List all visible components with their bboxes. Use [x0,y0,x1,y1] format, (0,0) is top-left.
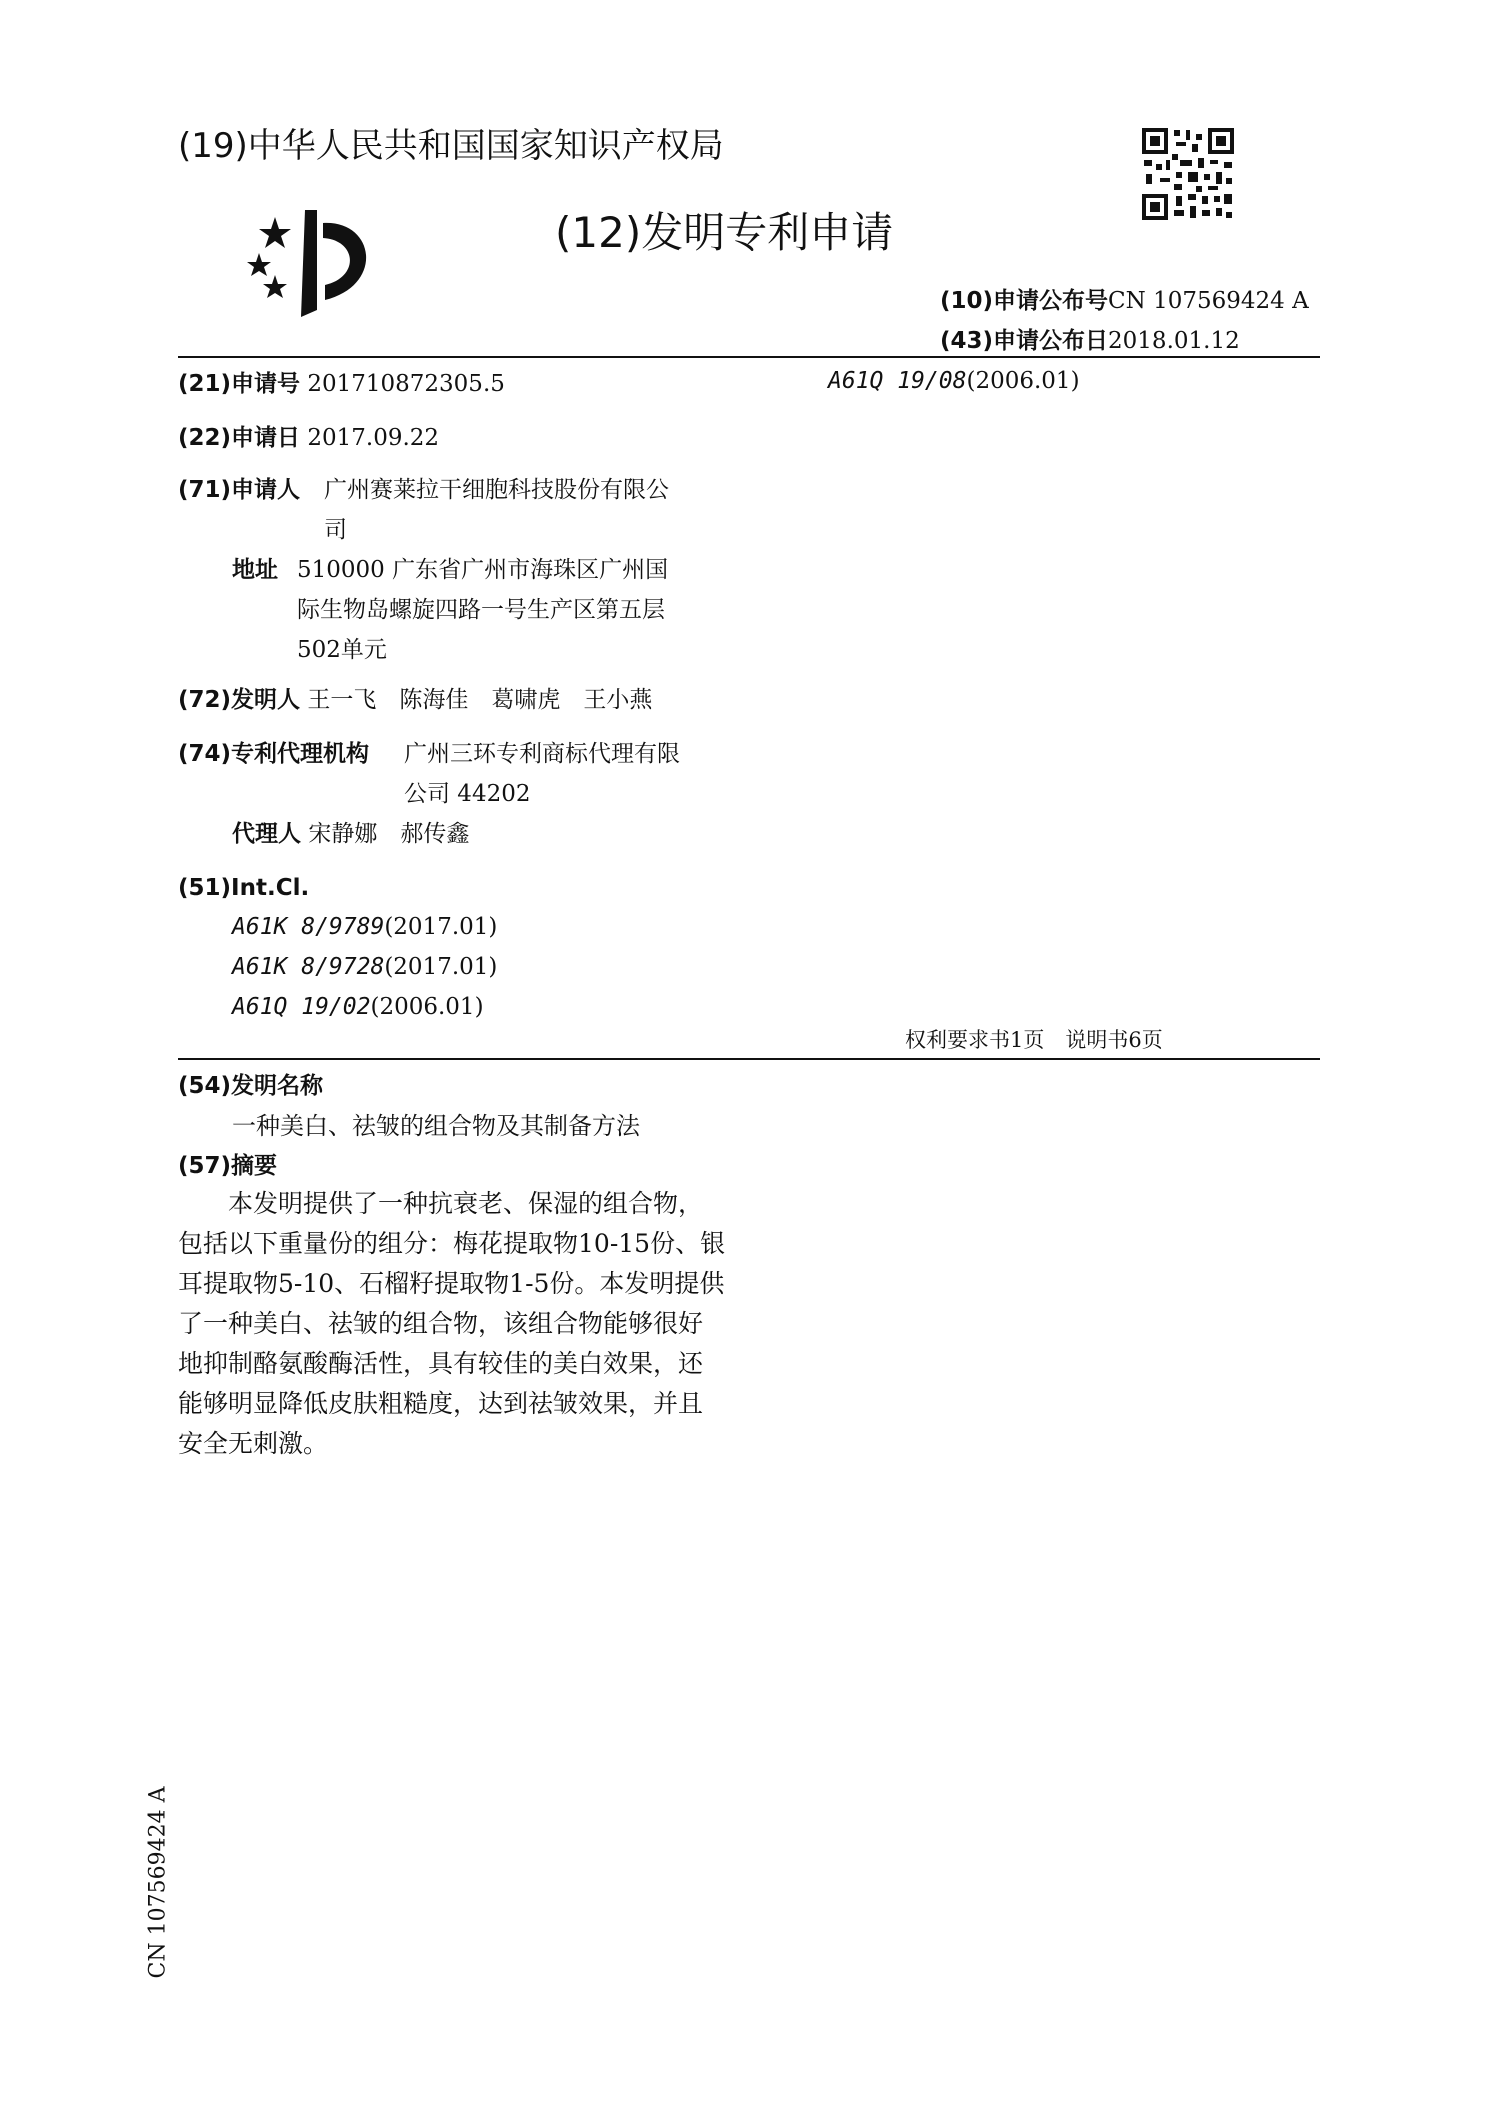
agents: 宋静娜 郝传鑫 [308,821,470,847]
applicant-line: 广州赛莱拉干细胞科技股份有限公 [324,477,669,503]
abstract-line: 包括以下重量份的组分：梅花提取物10-15份、银 [178,1229,726,1258]
applicant-line: 司 [324,517,347,543]
right-ipc-row [828,368,1080,394]
agency-label: (74)专利代理机构 [178,741,370,767]
application-number-label: (21)申请号 [178,371,301,397]
agent-label: 代理人 [232,821,301,847]
biblio-divider [178,1058,1320,1060]
pub-date-row [940,322,1240,355]
inventor-row [178,680,652,720]
abstract-label: (57)摘要 [178,1153,278,1179]
address-line: 502单元 [297,637,387,663]
page-count: 权利要求书1页 说明书6页 [905,1028,1163,1052]
abstract-line: 本发明提供了一种抗衰老、保湿的组合物， [178,1189,704,1218]
address-line: 510000 广东省广州市海珠区广州国 [297,557,669,583]
office-name: (19)中华人民共和国国家知识产权局 [178,126,724,166]
document-type: (12)发明专利申请 [555,208,894,257]
ipc-class-row [232,954,497,980]
application-number-row [178,364,505,404]
application-date-row [178,418,439,458]
ipc-code: A61K 8/9789 [232,914,385,940]
application-number: 201710872305.5 [307,371,505,397]
agency-line: 公司 44202 [404,781,531,807]
qr-code-icon [1140,126,1236,222]
abstract-line: 耳提取物5-10、石榴籽提取物1-5份。本发明提供 [178,1269,725,1298]
ipc-class-row [232,914,497,940]
header-divider [178,356,1320,358]
abstract-line: 安全无刺激。 [178,1429,329,1458]
pub-date: 2018.01.12 [1108,328,1240,354]
address-line: 际生物岛螺旋四路一号生产区第五层 [297,597,665,623]
invention-title-label: (54)发明名称 [178,1073,324,1099]
ipc-version: (2006.01) [370,994,484,1020]
pub-number-row [940,282,1309,315]
pub-date-label: (43)申请公布日 [940,328,1109,354]
agent-row [232,814,469,854]
pub-number-label: (10)申请公布号 [940,288,1109,314]
intcl-label: (51)Int.Cl. [178,875,310,901]
ipc-version: (2006.01) [966,368,1080,394]
ipc-code: A61Q 19/02 [232,994,371,1020]
invention-title: 一种美白、祛皱的组合物及其制备方法 [232,1112,640,1140]
ipc-class-row [232,994,484,1020]
cnipa-logo-icon [245,205,395,320]
pub-number: CN 107569424 A [1108,288,1309,314]
ipc-version: (2017.01) [384,914,498,940]
abstract-line: 了一种美白、祛皱的组合物，该组合物能够很好 [178,1309,704,1338]
ipc-code: A61Q 19/08 [828,368,967,394]
ipc-code: A61K 8/9728 [232,954,385,980]
abstract-text [178,1184,725,1464]
agency-line: 广州三环专利商标代理有限 [404,741,680,767]
applicant-label: (71)申请人 [178,477,301,503]
abstract-line: 能够明显降低皮肤粗糙度，达到祛皱效果，并且 [178,1389,704,1418]
inventor-label: (72)发明人 [178,687,301,713]
inventors: 王一飞 陈海佳 葛啸虎 王小燕 [307,687,653,713]
ipc-version: (2017.01) [384,954,498,980]
application-date: 2017.09.22 [307,425,440,451]
side-publication-number: CN 107569424 A [145,1786,171,1979]
address-label: 地址 [232,557,278,583]
abstract-line: 地抑制酪氨酸酶活性，具有较佳的美白效果，还 [178,1349,704,1378]
application-date-label: (22)申请日 [178,425,301,451]
